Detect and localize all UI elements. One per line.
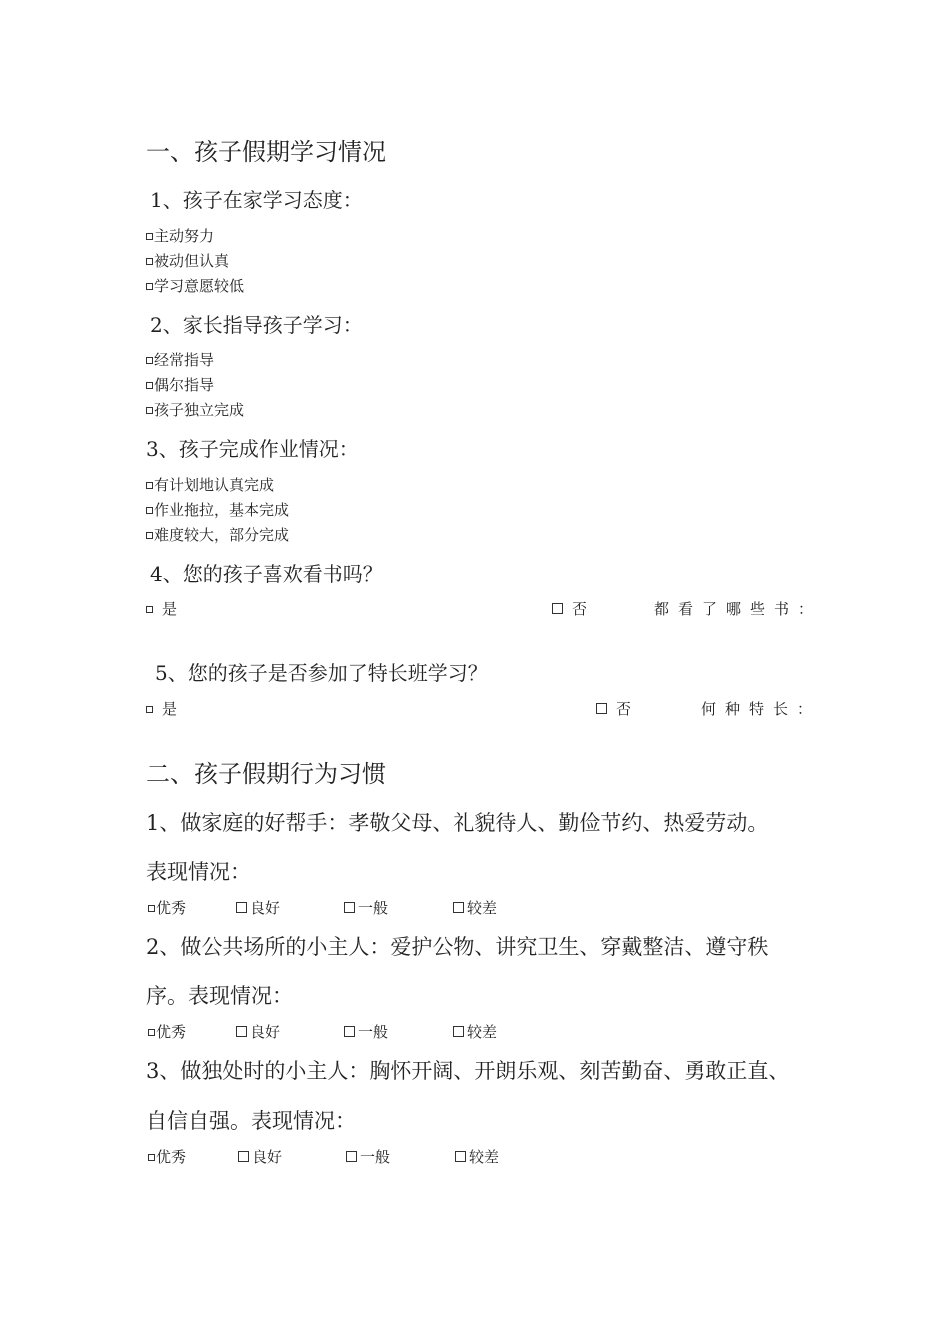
checkbox-icon [146,258,153,265]
question-3-label: 3、孩子完成作业情况： [146,437,359,461]
checkbox-icon [146,357,153,364]
checkbox-icon [146,606,153,613]
option-3-3[interactable]: 难度较大，部分完成 [146,528,289,543]
option-3-1[interactable]: 有计划地认真完成 [146,478,274,493]
checkbox-icon [344,902,355,913]
item-2-rating-excellent[interactable]: 优秀 [148,1025,186,1040]
section-1-title: 一、孩子假期学习情况 [146,138,386,166]
item-1-rating-poor[interactable]: 较差 [453,901,497,916]
question-1-label: 1、孩子在家学习态度： [150,188,363,212]
checkbox-icon [455,1151,466,1162]
checkbox-icon [236,902,247,913]
q5-followup-label: 何种特长： [701,700,822,718]
item-2-text: 2、做公共场所的小主人：爱护公物、讲究卫生、穿戴整洁、遵守秩 [146,935,769,959]
checkbox-icon [146,532,153,539]
item-1-rating-label: 表现情况： [146,860,251,884]
checkbox-icon [146,233,153,240]
option-1-3[interactable]: 学习意愿较低 [146,279,244,294]
question-5-label: 5、您的孩子是否参加了特长班学习？ [155,661,488,685]
question-4-label: 4、您的孩子喜欢看书吗？ [150,562,383,586]
item-3-text: 3、做独处时的小主人：胸怀开阔、开朗乐观、刻苦勤奋、勇敢正直、 [146,1059,790,1083]
option-2-1[interactable]: 经常指导 [146,353,214,368]
item-2-rating-good[interactable]: 良好 [236,1025,280,1040]
item-1-rating-average[interactable]: 一般 [344,901,388,916]
checkbox-icon [146,482,153,489]
item-1-rating-excellent[interactable]: 优秀 [148,901,186,916]
item-3-rating-good[interactable]: 良好 [238,1150,282,1165]
option-1-1[interactable]: 主动努力 [146,229,214,244]
q4-yes-option[interactable]: 是 [146,602,177,617]
checkbox-icon [146,507,153,514]
checkbox-icon [146,382,153,389]
item-1-text: 1、做家庭的好帮手：孝敬父母、礼貌待人、勤俭节约、热爱劳动。 [146,811,769,835]
checkbox-icon [236,1026,247,1037]
option-2-2[interactable]: 偶尔指导 [146,378,214,393]
item-2-rating-label: 序。表现情况： [146,984,293,1008]
checkbox-icon [346,1151,357,1162]
checkbox-icon [344,1026,355,1037]
item-3-rating-excellent[interactable]: 优秀 [148,1150,186,1165]
checkbox-icon [146,283,153,290]
checkbox-icon [453,1026,464,1037]
checkbox-icon [238,1151,249,1162]
checkbox-icon [148,905,155,912]
item-3-rating-label: 自信自强。表现情况： [146,1109,356,1133]
option-3-2[interactable]: 作业拖拉，基本完成 [146,503,289,518]
item-3-rating-poor[interactable]: 较差 [455,1150,499,1165]
q4-no-option[interactable]: 否 [552,602,587,617]
option-2-3[interactable]: 孩子独立完成 [146,403,244,418]
item-2-rating-average[interactable]: 一般 [344,1025,388,1040]
checkbox-icon [552,603,563,614]
checkbox-icon [148,1029,155,1036]
item-1-rating-good[interactable]: 良好 [236,901,280,916]
option-1-2[interactable]: 被动但认真 [146,254,229,269]
item-3-rating-average[interactable]: 一般 [346,1150,390,1165]
checkbox-icon [146,706,153,713]
item-2-rating-poor[interactable]: 较差 [453,1025,497,1040]
checkbox-icon [453,902,464,913]
checkbox-icon [596,703,607,714]
checkbox-icon [148,1154,155,1161]
q5-no-option[interactable]: 否 [596,702,631,717]
section-2-title: 二、孩子假期行为习惯 [146,760,386,788]
q5-yes-option[interactable]: 是 [146,702,177,717]
q4-followup-label: 都看了哪些书： [654,600,823,618]
question-2-label: 2、家长指导孩子学习： [150,313,363,337]
checkbox-icon [146,407,153,414]
